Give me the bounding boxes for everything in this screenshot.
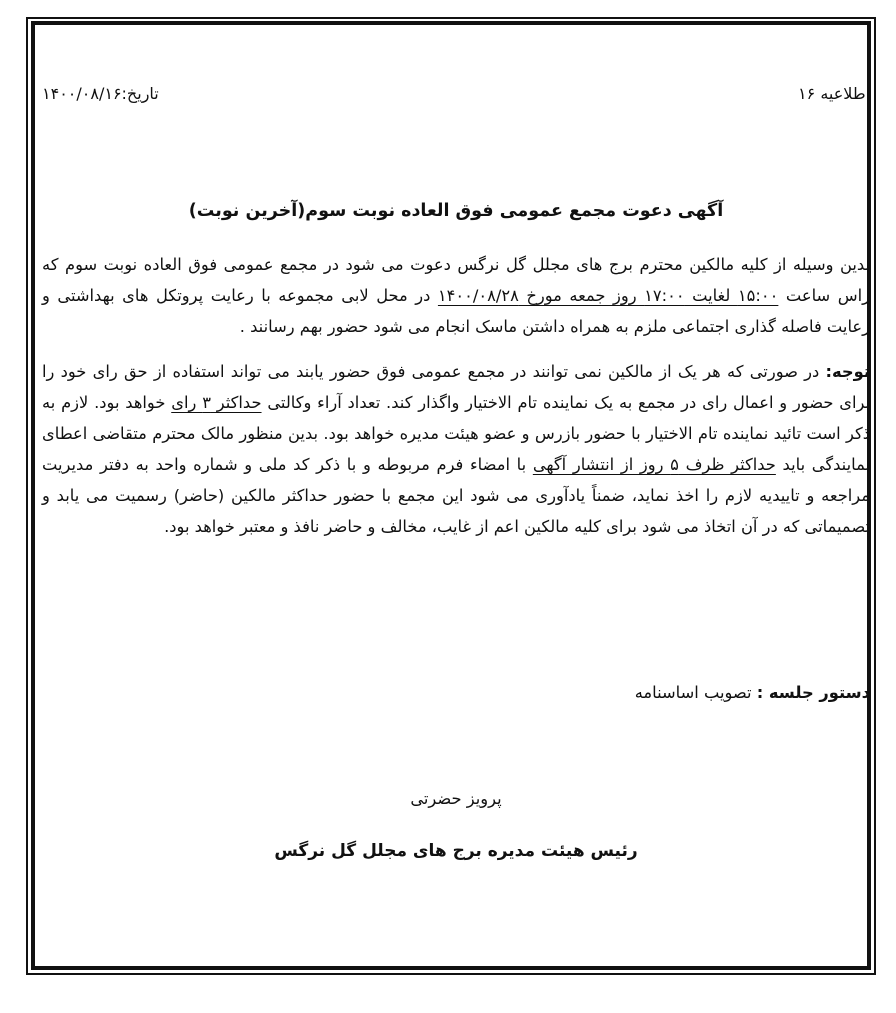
meeting-time: ۱۵:۰۰ لغایت ۱۷:۰۰ روز جمعه مورخ ۱۴۰۰/۰۸/۲۸ xyxy=(437,286,779,305)
note-label: توجه: xyxy=(825,362,870,381)
signer-title: رئیس هیئت مدیره برج های مجلل گل نرگس xyxy=(274,841,638,861)
agenda-value: تصویب اساسنامه xyxy=(634,683,757,702)
document-title: آگهی دعوت مجمع عمومی فوق العاده نوبت سوم(آخرین نوبت) xyxy=(188,201,724,221)
signer-name: پرویز حضرتی xyxy=(410,789,502,808)
invitation-text-2: در محل لابی مجموعه با رعایت پروتکل های بهداشتی و رعایت فاصله گذاری اجتماعی ملزم به همراه داشتن ماسک انجام می شود حضور بهم رسانند . xyxy=(42,286,870,336)
agenda-label: دستور جلسه : xyxy=(756,683,870,702)
announcement-number: اطلاعیه ۱۶ xyxy=(798,84,870,103)
note-paragraph xyxy=(42,356,870,542)
invitation-paragraph xyxy=(42,249,870,342)
document-body xyxy=(42,249,870,542)
note-text-3: با امضاء فرم مربوطه و با ذکر کد ملی و شماره واحد به دفتر مدیریت مراجعه و تاییدیه لازم را اخذ نماید، ضمناً یادآوری می شود این مجمع با حضور حداکثر مالکین (حاضر) رسمیت می یابد و تصمیماتی که در آن اتخاذ می شود برای کلیه مالکین اعم از غایب، مخالف و حاضر نافذ و معتبر خواهد بود. xyxy=(42,455,870,536)
invitation-text-1: بدین وسیله از کلیه مالکین محترم برج های مجلل گل نرگس دعوت می شود در مجمع عمومی فوق العاده نوبت سوم که راس ساعت xyxy=(42,255,870,305)
max-votes: حداکثر ۳ رای xyxy=(171,393,262,412)
proxy-deadline: حداکثر ظرف ۵ روز از انتشار آگهی xyxy=(532,455,776,474)
note-text-1: در صورتی که هر یک از مالکین نمی توانند در مجمع عمومی فوق حضور یابند می تواند استفاده از حق رای خود را برای حضور و اعمال رای در مجمع به یک نماینده تام الاختیار واگذار کند. تعداد آراء وکالتی xyxy=(42,362,870,412)
agenda xyxy=(635,683,870,702)
note-text-2: خواهد بود. لازم به ذکر است تائید نماینده تام الاختیار با حضور بازرس و عضو هیئت مدیره خواهد بود. بدین منظور مالک محترم متقاضی اعطای نمایندگی باید xyxy=(42,393,871,474)
announcement-date: تاریخ:۱۴۰۰/۰۸/۱۶ xyxy=(42,84,159,103)
